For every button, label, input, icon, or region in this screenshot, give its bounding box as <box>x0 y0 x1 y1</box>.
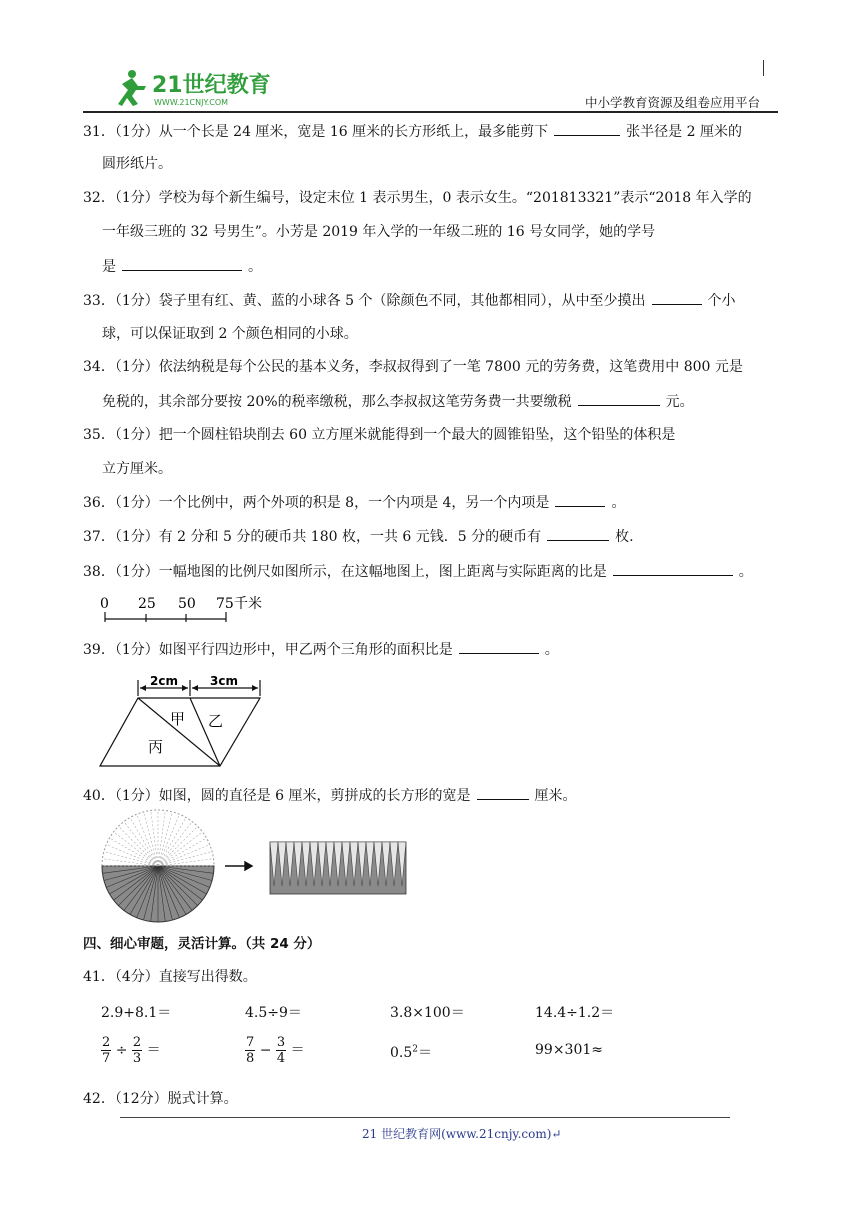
calc-r2c3: $0.5^2=$ <box>390 1044 432 1061</box>
q37-line: 37．（1分）有 2 分和 5 分的硬币共 180 枚，一共 6 元钱．5 分的硬币有 枚. <box>83 526 634 547</box>
scale-bar-figure <box>96 592 286 632</box>
scale-unit: 千米 <box>234 596 262 612</box>
q34-blank <box>578 391 660 406</box>
section4-title: 四、细心审题，灵活计算。（共 24 分） <box>83 936 321 952</box>
q41-title: 41．（4分）直接写出得数。 <box>83 969 257 985</box>
q38-line: 38．（1分）一幅地图的比例尺如图所示，在这幅地图上，图上距离与实际距离的比是 。 <box>83 561 753 582</box>
circle-sector-line-dashed <box>137 814 158 866</box>
circle-sector-line-dashed <box>158 814 179 866</box>
calc-r2c1: $\frac{2}{7}$ ÷ $\frac{2}{3}$ ＝ <box>102 1035 161 1066</box>
dim-3cm: 3cm <box>210 674 238 688</box>
q33-blank <box>652 290 702 305</box>
header-divider <box>83 111 778 113</box>
circle-sector-line-dashed <box>110 838 159 866</box>
calc-r1c1: 2.9+8.1＝ <box>101 1005 172 1021</box>
scale-tick-75: 75 <box>216 596 234 612</box>
q31-line1: 31．（1分）从一个长是 24 厘米，宽是 16 厘米的长方形纸上，最多能剪下 张半径是 2 厘米的 <box>83 121 742 142</box>
q32-line2: 一年级三班的 32 号男生”。小芳是 2019 年入学的一年级二班的 16 号女同学，她的学号 <box>102 224 656 240</box>
circle-sector-line-dashed <box>130 818 158 867</box>
q34-line1: 34．（1分）依法纳税是每个公民的基本义务，李叔叔得到了一笔 7800 元的劳务费，这笔费用中 800 元是 <box>83 359 743 375</box>
scale-tick-50: 50 <box>178 596 196 612</box>
calc-r1c4: 14.4÷1.2＝ <box>535 1005 615 1021</box>
q38-blank <box>613 561 733 576</box>
footer-text: 21 世纪教育网(www.21cnjy.com)↵ <box>362 1127 562 1141</box>
q35-line1: 35．（1分）把一个圆柱铅块削去 60 立方厘米就能得到一个最大的圆锥铅坠，这个铅坠的体积是 <box>83 427 676 443</box>
circle-sector-line-dashed <box>158 838 207 866</box>
scale-tick-0: 0 <box>100 596 109 612</box>
dim-2cm: 2cm <box>150 674 178 688</box>
circle-rectangle-figure <box>100 808 410 923</box>
header-mark <box>763 60 764 76</box>
logo-url: WWW.21CNJY.COM <box>154 98 229 107</box>
circle-sector-line-dashed <box>106 845 158 866</box>
q33-line1: 33．（1分）袋子里有红、黄、蓝的小球各 5 个（除颜色不同，其他都相同），从中至少摸出 个小 <box>83 290 736 311</box>
calc-r2c2: $\frac{7}{8}$ − $\frac{3}{4}$ ＝ <box>246 1035 305 1066</box>
q31-line2: 圆形纸片。 <box>102 156 172 172</box>
scale-tick-25: 25 <box>138 596 156 612</box>
q40-line: 40．（1分）如图，圆的直径是 6 厘米，剪拼成的长方形的宽是 厘米。 <box>83 785 577 806</box>
logo-text: 21世纪教育 <box>152 73 271 98</box>
circle-sector-line-dashed <box>158 826 198 866</box>
q36-line: 36．（1分）一个比例中，两个外项的积是 8，一个内项是 4，另一个内项是 。 <box>83 492 625 513</box>
circle-sector-line-dashed <box>104 852 158 867</box>
q34-line2: 免税的，其余部分要按 20%的税率缴税，那么李叔叔这笔劳务费一共要缴税 元。 <box>102 391 694 412</box>
label-yi: 乙 <box>208 712 224 730</box>
circle-sector-line-dashed <box>144 812 159 866</box>
q31-blank <box>554 121 620 136</box>
q36-blank <box>555 492 605 507</box>
label-bing: 丙 <box>148 738 164 756</box>
circle-sector-line-dashed <box>158 818 186 867</box>
parallelogram-figure <box>98 670 278 772</box>
q32-line3: 是 。 <box>102 256 262 277</box>
label-jia: 甲 <box>170 710 186 728</box>
circle-sector-line-dashed <box>158 812 173 866</box>
q39-blank <box>459 639 539 654</box>
circle-sector-line-dashed <box>158 852 212 867</box>
calc-r2c4: 99×301≈ <box>535 1042 603 1058</box>
q39-line: 39．（1分）如图平行四边形中，甲乙两个三角形的面积比是 。 <box>83 639 559 660</box>
q37-blank <box>547 526 609 541</box>
circle-sector-line-dashed <box>118 826 158 866</box>
q42-title: 42．（12分）脱式计算。 <box>83 1091 238 1107</box>
calc-r1c3: 3.8×100＝ <box>390 1005 465 1021</box>
q40-blank <box>477 785 529 800</box>
site-logo <box>108 64 283 110</box>
q35-line2: 立方厘米。 <box>102 461 172 477</box>
q33-line2: 球，可以保证取到 2 个颜色相同的小球。 <box>102 326 358 342</box>
header-platform-text: 中小学教育资源及组卷应用平台 <box>585 95 761 110</box>
calc-r1c2: 4.5÷9＝ <box>245 1005 302 1021</box>
circle-sector-line-dashed <box>158 845 210 866</box>
q32-blank <box>122 256 242 271</box>
footer-divider <box>120 1117 730 1118</box>
q32-line1: 32．（1分）学校为每个新生编号，设定末位 1 表示男生，0 表示女生。“201813321”表示“2018 年入学的 <box>83 190 752 206</box>
